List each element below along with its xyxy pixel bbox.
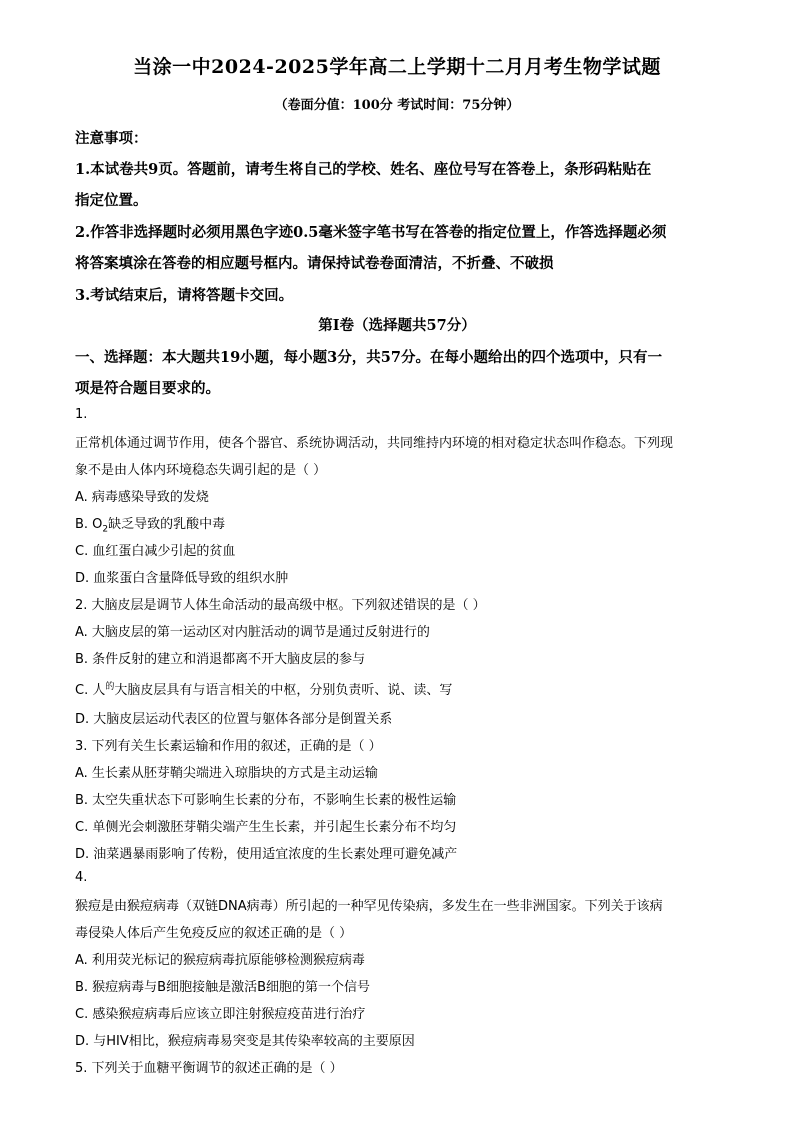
exam-subtitle: （卷面分值：100分 考试时间：75分钟）	[274, 98, 520, 113]
notice-line: 1.本试卷共9页。答题前，请考生将自己的学校、姓名、座位号写在答卷上，条形码粘贴在	[75, 161, 652, 178]
question-2-option-d: D. 大脑皮层运动代表区的位置与躯体各部分是倒置关系	[75, 712, 393, 727]
question-2-option-a: A. 大脑皮层的第一运动区对内脏活动的调节是通过反射进行的	[75, 625, 430, 640]
question-5-stem: 5. 下列关于血糖平衡调节的叙述正确的是（ ）	[75, 1061, 343, 1076]
question-1-option-c: C. 血红蛋白减少引起的贫血	[75, 544, 236, 559]
notice-line: 2.作答非选择题时必须用黑色字迹0.5毫米签字笔书写在答卷的指定位置上，作答选择题必须	[75, 224, 667, 241]
notice-line: 将答案填涂在答卷的相应题号框内。请保持试卷卷面清洁，不折叠、不破损	[75, 255, 554, 272]
question-1-option-a: A. 病毒感染导致的发烧	[75, 490, 209, 505]
question-4-option-c: C. 感染猴痘病毒后应该立即注射猴痘疫苗进行治疗	[75, 1007, 366, 1022]
question-4-option-d: D. 与HIV相比，猴痘病毒易突变是其传染率较高的主要原因	[75, 1034, 415, 1049]
question-3-stem: 3. 下列有关生长素运输和作用的叙述，正确的是（ ）	[75, 739, 382, 754]
question-3-option-d: D. 油菜遇暴雨影响了传粉，使用适宜浓度的生长素处理可避免减产	[75, 847, 458, 862]
question-4-stem: 猴痘是由猴痘病毒（双链DNA病毒）所引起的一种罕见传染病，多发生在一些非洲国家。下列关于该病	[75, 899, 663, 914]
question-4-option-a: A. 利用荧光标记的猴痘病毒抗原能够检测猴痘病毒	[75, 953, 365, 968]
question-1-option-b: B. $O_2$缺乏导致的乳酸中毒	[75, 517, 226, 535]
question-2-option-b: B. 条件反射的建立和消退都离不开大脑皮层的参与	[75, 652, 366, 667]
question-1-option-d: D. 血浆蛋白含量降低导致的组织水肿	[75, 571, 289, 586]
question-4-option-b: B. 猴痘病毒与B细胞接触是激活B细胞的第一个信号	[75, 980, 371, 995]
section-intro: 项是符合题目要求的。	[75, 380, 220, 397]
question-4-number: 4.	[75, 870, 88, 885]
question-3-option-a: A. 生长素从胚芽鞘尖端进入琼脂块的方式是主动运输	[75, 766, 378, 781]
section-title: 第Ⅰ卷（选择题共57分）	[318, 317, 476, 334]
exam-title: 当涂一中2024-2025学年高二上学期十二月月考生物学试题	[133, 56, 661, 78]
notice-line: 指定位置。	[75, 192, 148, 209]
question-1-stem: 象不是由人体内环境稳态失调引起的是（ ）	[75, 463, 327, 478]
notice-heading: 注意事项：	[75, 130, 148, 147]
question-2-option-c: C. 人$^的$大脑皮层具有与语言相关的中枢，分别负责听、说、读、写	[75, 682, 453, 698]
question-4-stem: 毒侵染人体后产生免疫反应的叙述正确的是（ ）	[75, 926, 353, 941]
question-1-stem: 正常机体通过调节作用，使各个器官、系统协调活动，共同维持内环境的相对稳定状态叫作稳态。下列现	[75, 436, 674, 451]
question-3-option-b: B. 太空失重状态下可影响生长素的分布，不影响生长素的极性运输	[75, 793, 457, 808]
question-3-option-c: C. 单侧光会刺激胚芽鞘尖端产生生长素，并引起生长素分布不均匀	[75, 820, 457, 835]
question-2-stem: 2. 大脑皮层是调节人体生命活动的最高级中枢。下列叙述错误的是（ ）	[75, 598, 486, 613]
question-1-number: 1.	[75, 407, 88, 422]
notice-line: 3.考试结束后，请将答题卡交回。	[75, 287, 294, 304]
section-intro: 一、选择题：本大题共19小题，每小题3分，共57分。在每小题给出的四个选项中，只有一	[75, 349, 662, 366]
